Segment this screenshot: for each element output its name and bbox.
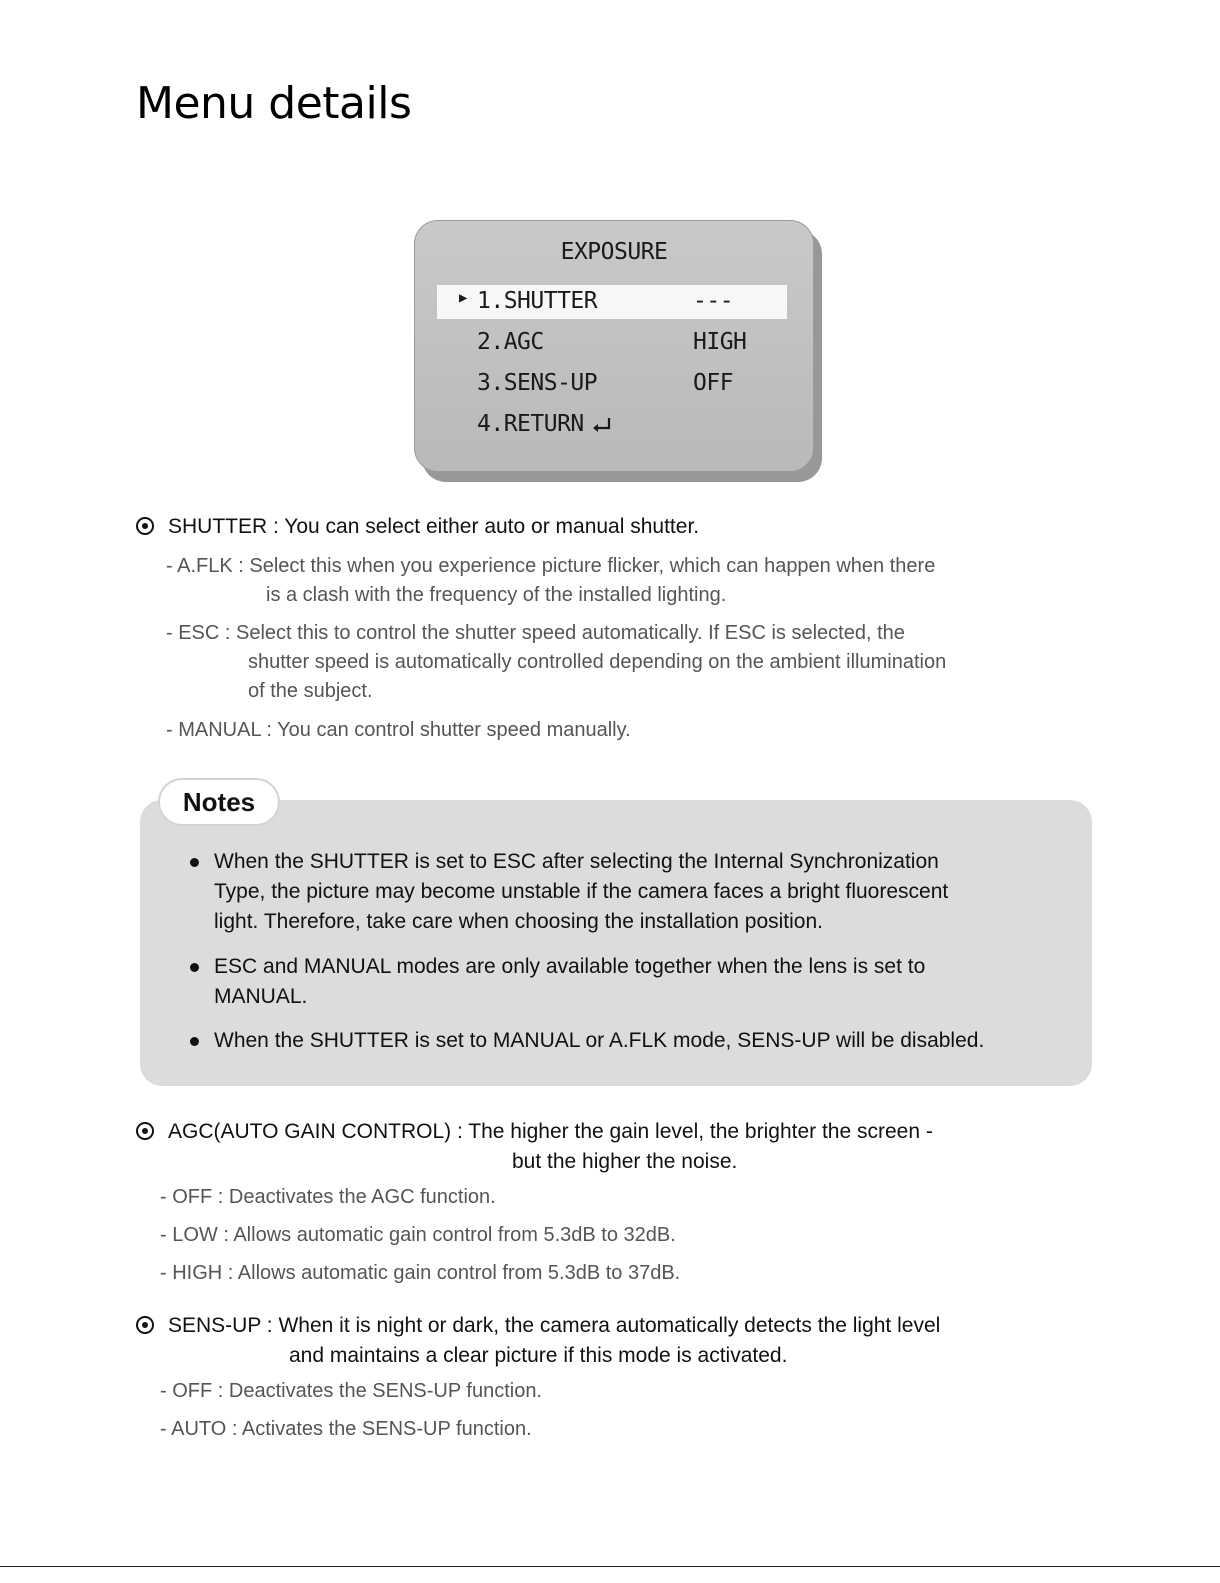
agc-off: - OFF : Deactivates the AGC function. (160, 1186, 496, 1208)
sensup-auto: - AUTO : Activates the SENS-UP function. (160, 1418, 532, 1440)
target-bullet-icon (136, 1122, 154, 1140)
shutter-esc-line1: - ESC : Select this to control the shutter speed automatically. If ESC is selected, the (166, 622, 905, 644)
osd-item-label: 3.SENS-UP (477, 370, 598, 396)
shutter-heading: SHUTTER : You can select either auto or manual shutter. (136, 512, 699, 542)
osd-item-value: HIGH (693, 329, 747, 355)
bullet-dot-icon (190, 858, 199, 867)
osd-item-label-wrap (477, 411, 614, 437)
agc-high: - HIGH : Allows automatic gain control from 5.3dB to 37dB. (160, 1262, 681, 1284)
shutter-aflk-line1: - A.FLK : Select this when you experience picture flicker, which can happen when there (166, 555, 936, 577)
notes-title: Notes (158, 778, 280, 826)
agc-heading-line2: but the higher the noise. (512, 1150, 738, 1173)
sensup-off: - OFF : Deactivates the SENS-UP function. (160, 1380, 542, 1402)
shutter-manual: - MANUAL : You can control shutter speed manually. (166, 719, 631, 741)
osd-item-sens-up (437, 367, 787, 401)
osd-item-label: 1.SHUTTER (477, 288, 598, 314)
pointer-arrow-icon: ▶ (459, 290, 467, 306)
sensup-heading-line2: and maintains a clear picture if this mode is activated. (289, 1344, 788, 1367)
agc-heading: AGC(AUTO GAIN CONTROL) : The higher the gain level, the brighter the screen - (136, 1117, 933, 1147)
osd-item-value: --- (693, 288, 734, 314)
osd-menu-title: EXPOSURE (560, 239, 668, 265)
osd-item-label: 2.AGC (477, 329, 544, 355)
osd-item-label: 4.RETURN (477, 411, 584, 437)
bullet-dot-icon (190, 963, 199, 972)
sensup-heading: SENS-UP : When it is night or dark, the camera automatically detects the light level (136, 1311, 940, 1341)
target-bullet-icon (136, 517, 154, 535)
page-bottom-rule (0, 1566, 1220, 1567)
osd-item-value: OFF (693, 370, 734, 396)
enter-return-icon (590, 415, 614, 435)
note-item: When the SHUTTER is set to MANUAL or A.FLK mode, SENS-UP will be disabled. (190, 1026, 1070, 1056)
note-item: When the SHUTTER is set to ESC after selecting the Internal Synchronization Type, the picture may become unstable if the camera faces a bright fluorescent light. Therefore, take care when choosing the installation position. (190, 847, 1070, 937)
page-title: Menu details (136, 78, 412, 129)
note-item: ESC and MANUAL modes are only available together when the lens is set to MANUAL. (190, 952, 1070, 1012)
osd-exposure-menu (414, 220, 814, 472)
osd-item-shutter (437, 285, 787, 319)
shutter-esc-line3: of the subject. (248, 680, 373, 702)
osd-item-return (437, 408, 787, 442)
target-bullet-icon (136, 1316, 154, 1334)
shutter-aflk-line2: is a clash with the frequency of the installed lighting. (266, 584, 727, 606)
osd-item-agc (437, 326, 787, 360)
shutter-esc-line2: shutter speed is automatically controlled depending on the ambient illumination (248, 651, 947, 673)
agc-low: - LOW : Allows automatic gain control from 5.3dB to 32dB. (160, 1224, 676, 1246)
bullet-dot-icon (190, 1037, 199, 1046)
